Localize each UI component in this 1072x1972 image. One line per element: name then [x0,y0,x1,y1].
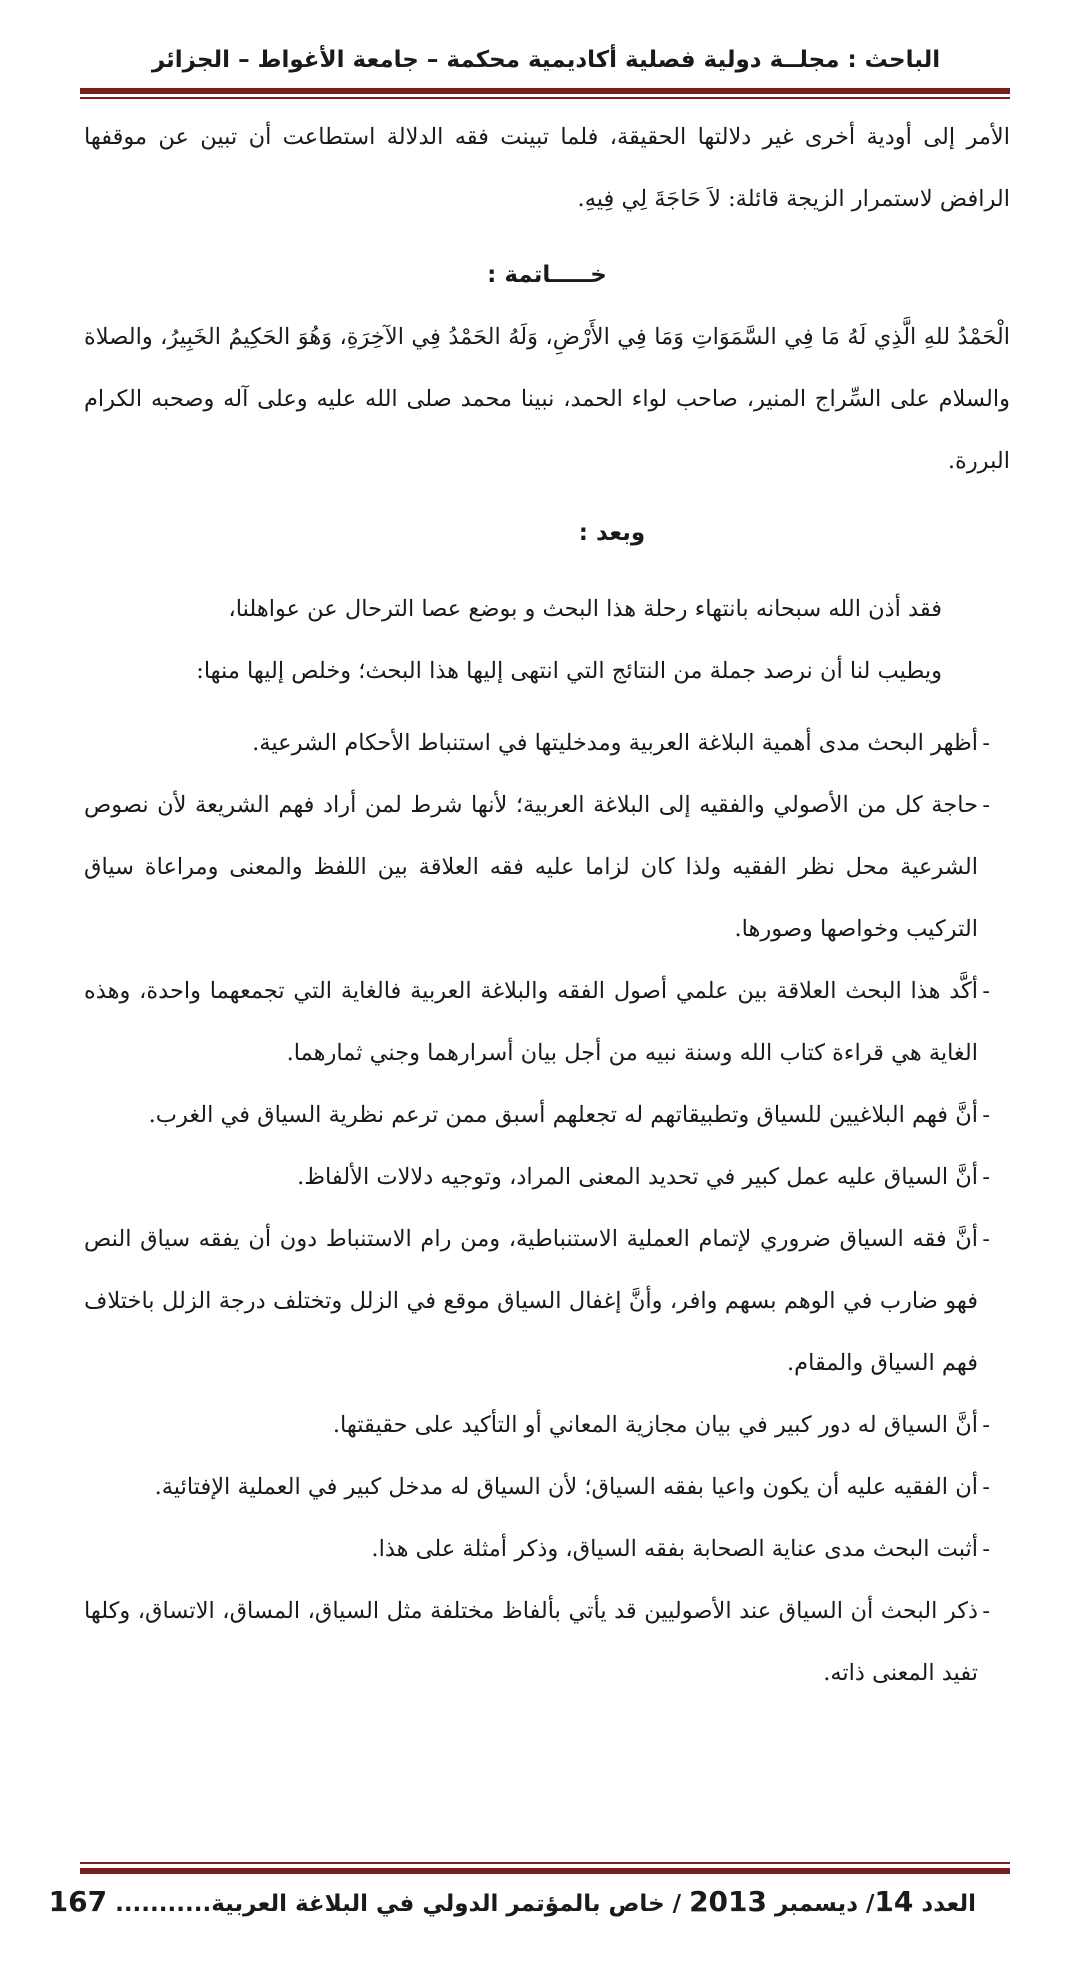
findings-list [84,712,1010,1704]
footer-rule-thick [80,1868,1010,1874]
finding-item: - أثبت البحث مدى عناية الصحابة بفقه السياق، وذكر أمثلة على هذا. [84,1518,1010,1580]
finding-item: - أنَّ السياق عليه عمل كبير في تحديد المعنى المراد، وتوجيه دلالات الألفاظ. [84,1146,1010,1208]
conclusion-opening-paragraph: الْحَمْدُ للهِ الَّذِي لَهُ مَا فِي السَّمَوَاتِ وَمَا فِي الأَرْضِ، وَلَهُ الحَمْدُ فِي الآخِرَةِ، وَهُوَ الحَكِيمُ الخَبِيرُ، والصلاة والسلام على السِّراج المنير، صاحب لواء الحمد، نبينا محمد صلى الله عليه وعلى آله وصحبه الكرام البررة. [84,324,1011,474]
finding-item: - أنَّ فهم البلاغيين للسياق وتطبيقاتهم له تجعلهم أسبق ممن ترعم نظرية السياق في الغرب. [84,1084,1010,1146]
after-heading: وبعد : [578,520,646,546]
intro-line: فقد أذن الله سبحانه بانتهاء رحلة هذا البحث و بوضع عصا الترحال عن عواهلنا، [228,596,942,622]
intro-line: ويطيب لنا أن نرصد جملة من النتائج التي انتهى إليها هذا البحث؛ وخلص إليها منها: [196,658,942,684]
running-header-title: الباحث : مجلــة دولية فصلية أكاديمية محكمة – جامعة الأغواط – الجزائر [151,47,941,73]
finding-item: - ذكر البحث أن السياق عند الأصوليين قد يأتي بألفاظ مختلفة مثل السياق، المساق، الاتساق، وكلها تفيد المعنى ذاته. [84,1580,1010,1704]
issue-number: 14 [874,1885,914,1918]
finding-item: - أكَّد هذا البحث العلاقة بين علمي أصول الفقه والبلاغة العربية فالغاية التي تجمعهما واحدة، وهذه الغاية هي قراءة كتاب الله وسنة نبيه من أجل بيان أسرارهما وجني ثمارهما. [84,960,1010,1084]
footer-rule-thin [80,1862,1010,1864]
special-issue-text: / خاص بالمؤتمر الدولي في البلاغة العربية........... [115,1891,682,1917]
finding-item: - أظهر البحث مدى أهمية البلاغة العربية ومدخليتها في استنباط الأحكام الشرعية. [84,712,1010,774]
finding-item: - أن الفقيه عليه أن يكون واعيا بفقه السياق؛ لأن السياق له مدخل كبير في العملية الإفتائية. [84,1456,1010,1518]
issue-separator: / [866,1891,875,1917]
page-body [84,106,1010,1704]
page-number: 167 [48,1885,108,1918]
finding-item: - أنَّ فقه السياق ضروري لإتمام العملية الاستنباطية، ومن رام الاستنباط دون أن يفقه سياق النص فهو ضارب في الوهم بسهم وافر، وأنَّ إغفال السياق موقع في الزلل وتختلف درجة الزلل باختلاف فهم السياق والمقام. [84,1208,1010,1394]
issue-month: ديسمبر [775,1891,858,1917]
issue-label: العدد [921,1891,976,1917]
continuation-paragraph: الأمر إلى أودية أخرى غير دلالتها الحقيقة، فلما تبينت فقه الدلالة استطاعت أن تبين عن موقفها الرافض لاستمرار الزيجة قائلة: لاَ حَاجَةَ لِي فِيهِ. [84,124,1010,212]
finding-item: - أنَّ السياق له دور كبير في بيان مجازية المعاني أو التأكيد على حقيقتها. [84,1394,1010,1456]
finding-item: - حاجة كل من الأصولي والفقيه إلى البلاغة العربية؛ لأنها شرط لمن أراد فهم الشريعة لأن نصوص الشرعية محل نظر الفقيه ولذا كان لزاما عليه فقه العلاقة بين اللفظ والمعنى ومراعاة سياق التركيب وخواصها وصورها. [84,774,1010,960]
issue-year: 2013 [689,1885,768,1918]
intro-paragraph [84,578,1010,702]
header-rule-thick [80,88,1010,94]
running-header [80,40,1012,80]
header-rule-thin [80,97,1010,99]
conclusion-heading: خـــــاتمة : [487,262,607,288]
running-footer [48,1880,976,1926]
